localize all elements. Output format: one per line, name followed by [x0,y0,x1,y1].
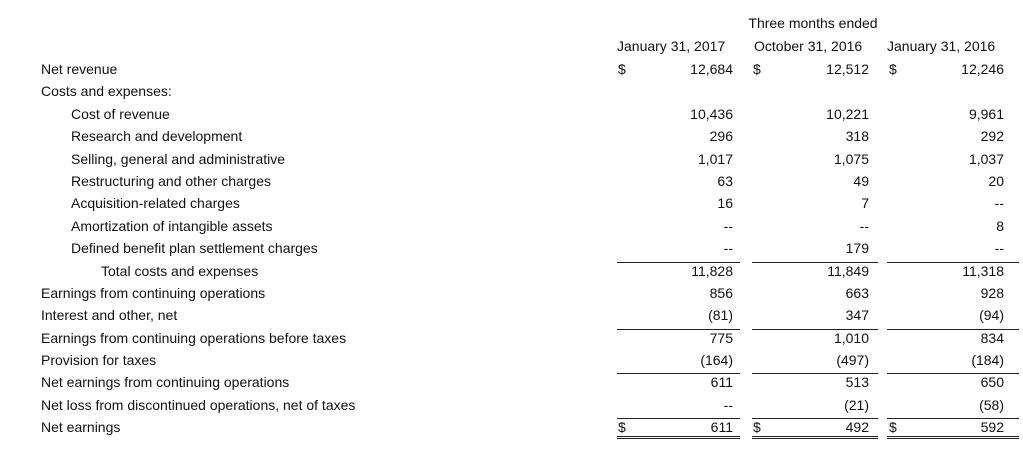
cell-value: 592 [980,419,1004,436]
row-label: Provision for taxes [41,352,157,369]
table-row [0,58,1023,80]
currency-symbol: $ [618,419,626,436]
cell-value: 1,037 [968,150,1004,167]
table-row [0,260,1023,282]
row-label: Total costs and expenses [101,262,259,279]
income-statement-table [0,58,1023,439]
cell-value: 1,010 [833,329,869,346]
cell-value: 611 [710,374,733,391]
table-row [0,371,1023,393]
cell-value: 8 [996,217,1004,234]
cell-value: 16 [717,195,733,212]
cell-value: 12,246 [961,61,1004,77]
cell-value: (497) [836,352,869,369]
cell-value: 11,828 [691,262,733,279]
row-label: Earnings from continuing operations before taxes [41,329,347,346]
table-row [0,416,1023,438]
total-double-rule [887,436,1019,439]
cell-value: -- [723,240,733,257]
cell-value: (81) [708,307,733,324]
currency-symbol: $ [618,61,626,77]
table-row [0,170,1023,192]
cell-value: 492 [845,419,869,436]
currency-symbol: $ [889,61,897,77]
cell-value: 12,684 [690,61,733,77]
cell-value: 20 [988,172,1004,189]
cell-value: 347 [845,307,869,324]
cell-value: (94) [979,307,1004,324]
row-label: Defined benefit plan settlement charges [71,240,318,257]
period-header: Three months ended [748,15,878,31]
cell-value: 292 [980,128,1004,145]
cell-value: 12,512 [826,61,869,77]
cell-value: 1,075 [833,150,869,167]
cell-value: (21) [844,396,869,413]
cell-value: 834 [980,329,1004,346]
cell-value: -- [723,217,733,234]
cell-value: 7 [861,195,869,212]
row-label: Net revenue [41,61,118,77]
column-header-jan-2017: January 31, 2017 [617,38,726,54]
table-row [0,215,1023,237]
row-label: Restructuring and other charges [71,172,271,189]
cell-value: 928 [980,284,1004,301]
table-row [0,148,1023,170]
table-row [0,80,1023,102]
cell-value: (184) [971,352,1004,369]
cell-value: -- [723,396,733,413]
cell-value: 663 [845,284,869,301]
table-row [0,103,1023,125]
row-label: Costs and expenses: [41,83,172,100]
cell-value: 11,318 [962,262,1004,279]
table-row [0,282,1023,304]
table-row [0,394,1023,416]
column-header-jan-2016: January 31, 2016 [887,38,996,54]
table-row [0,192,1023,214]
row-label: Research and development [71,128,243,145]
cell-value: 296 [709,128,733,145]
cell-value: 856 [709,284,733,301]
cell-value: 63 [717,172,733,189]
cell-value: -- [994,240,1004,257]
row-label: Net earnings [41,419,121,436]
row-label: Selling, general and administrative [71,150,286,167]
cell-value: 10,436 [690,105,733,122]
cell-value: (58) [979,396,1004,413]
cell-value: 775 [709,329,733,346]
cell-value: -- [859,217,869,234]
cell-value: (164) [700,352,733,369]
total-double-rule [617,436,740,439]
row-label: Acquisition-related charges [71,195,240,212]
currency-symbol: $ [889,419,897,436]
row-label: Earnings from continuing operations [41,284,266,301]
cell-value: 1,017 [697,150,733,167]
row-label: Cost of revenue [71,105,170,122]
cell-value: 179 [845,240,869,257]
cell-value: -- [994,195,1004,212]
table-row [0,237,1023,259]
table-row [0,125,1023,147]
table-row [0,327,1023,349]
currency-symbol: $ [753,419,761,436]
cell-value: 513 [845,374,869,391]
cell-value: 9,961 [968,105,1004,122]
total-double-rule [752,436,878,439]
cell-value: 318 [845,128,869,145]
cell-value: 611 [710,419,733,436]
row-label: Net earnings from continuing operations [41,374,290,391]
currency-symbol: $ [753,61,761,77]
cell-value: 11,849 [827,262,869,279]
cell-value: 650 [980,374,1004,391]
row-label: Net loss from discontinued operations, net of taxes [41,396,356,413]
row-label: Amortization of intangible assets [71,217,273,234]
table-row [0,304,1023,326]
table-row [0,349,1023,371]
column-header-oct-2016: October 31, 2016 [754,38,863,54]
row-label: Interest and other, net [41,307,178,324]
cell-value: 10,221 [826,105,869,122]
cell-value: 49 [853,172,869,189]
